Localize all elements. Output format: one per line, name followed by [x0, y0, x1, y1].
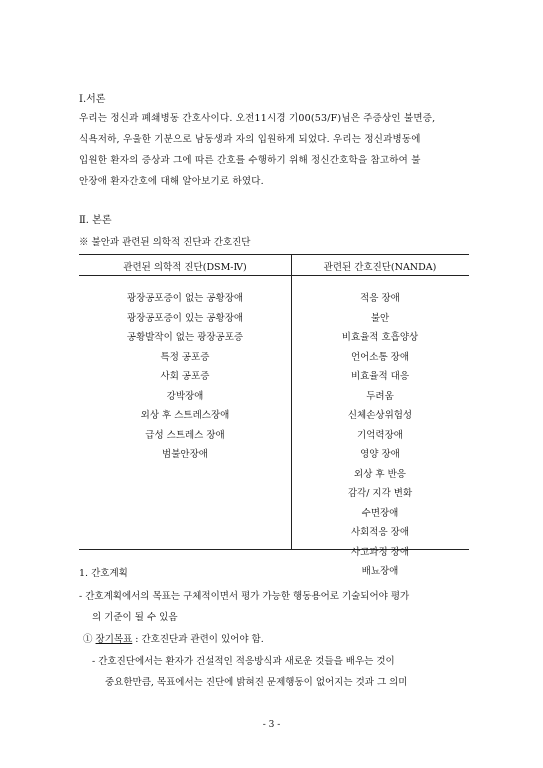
plan-bullet-line: 의 기준이 될 수 있음 [92, 612, 178, 623]
long-term-goal-label: 장기목표 [95, 634, 133, 645]
table-cell: 배뇨장애 [361, 566, 399, 577]
table-cell: 급성 스트레스 장애 [145, 429, 225, 441]
table-cell: 비효율적 호흡양상 [341, 332, 419, 343]
section-heading-introduction: Ⅰ.서론 [79, 94, 106, 105]
table-cell: 강박장애 [166, 390, 204, 402]
table-cell: 사회 공포증 [160, 371, 210, 382]
long-term-goal-text: : 간호진단과 관련이 있어야 함. [132, 634, 264, 645]
table-cell: 범불안장애 [162, 449, 208, 460]
introduction-paragraph [79, 108, 467, 192]
page-number: - 3 - [262, 720, 281, 730]
table-cell: 공황발작이 없는 광장공포증 [126, 332, 244, 343]
table-cell: 불안 [370, 312, 390, 324]
long-term-goal-item [83, 631, 264, 645]
paragraph-line: 우리는 정신과 폐쇄병동 간호사이다. 오전11시경 기00(53/F)님은 주증상인 불면증, [79, 113, 436, 124]
table-cell: 외상 후 반응 [354, 468, 406, 480]
table-cell: 언어소통 장애 [350, 351, 410, 363]
table-cell: 두려움 [366, 390, 394, 402]
table-cell: 감각/ 지각 변화 [347, 488, 413, 499]
table-cell: 적응 장애 [360, 293, 400, 304]
table-header-medical-diagnosis: 관련된 의학적 진단(DSM-Ⅳ) [123, 262, 247, 273]
item-number: ① [83, 634, 93, 645]
table-cell: 특정 공포증 [160, 351, 210, 363]
paragraph-line: 안장애 환자간호에 대해 알아보기로 하였다. [79, 176, 264, 187]
table-cell: 비효율적 대응 [350, 371, 410, 382]
table-cell: 사회적응 장애 [350, 527, 410, 538]
plan-sub-line: 중요한만큼, 목표에서는 진단에 밝혀진 문제행동이 없어지는 것과 그 의미 [105, 677, 408, 688]
table-cell: 외상 후 스트레스장애 [140, 410, 230, 421]
table-cell: 사고과정 장애 [350, 546, 410, 558]
table-cell: 기억력장애 [357, 429, 403, 441]
plan-bullet-line: - 간호계획에서의 목표는 구체적이면서 평가 가능한 행동용어로 기술되어야 평가 [79, 591, 410, 602]
table-cell: 수면장애 [361, 507, 399, 519]
table-header-nursing-diagnosis: 관련된 간호진단(NANDA) [323, 262, 437, 273]
table-caption: ※ 불안과 관련된 의학적 진단과 간호진단 [79, 237, 251, 248]
paragraph-line: 입원한 환자의 증상과 그에 따른 간호를 수행하기 위해 정신간호학을 참고하여 불 [79, 155, 421, 166]
table-cell: 영양 장애 [360, 449, 400, 460]
section-heading-body: Ⅱ. 본론 [79, 215, 112, 226]
plan-sub-line: - 간호진단에서는 환자가 건설적인 적응방식과 새로운 것들을 배우는 것이 [92, 656, 395, 667]
table-cell: 신체손상위험성 [347, 410, 413, 421]
table-header-divider [79, 275, 469, 276]
nursing-diagnosis-column [291, 289, 469, 582]
table-cell: 광장공포증이 없는 공황장애 [126, 293, 244, 304]
nursing-plan-title: 1. 간호계획 [79, 568, 128, 579]
paragraph-line: 식욕저하, 우울한 기분으로 남동생과 자의 입원하게 되었다. 우리는 정신과병동에 [79, 134, 421, 145]
table-cell: 광장공포증이 있는 공황장애 [126, 312, 244, 324]
medical-diagnosis-column [79, 289, 291, 465]
